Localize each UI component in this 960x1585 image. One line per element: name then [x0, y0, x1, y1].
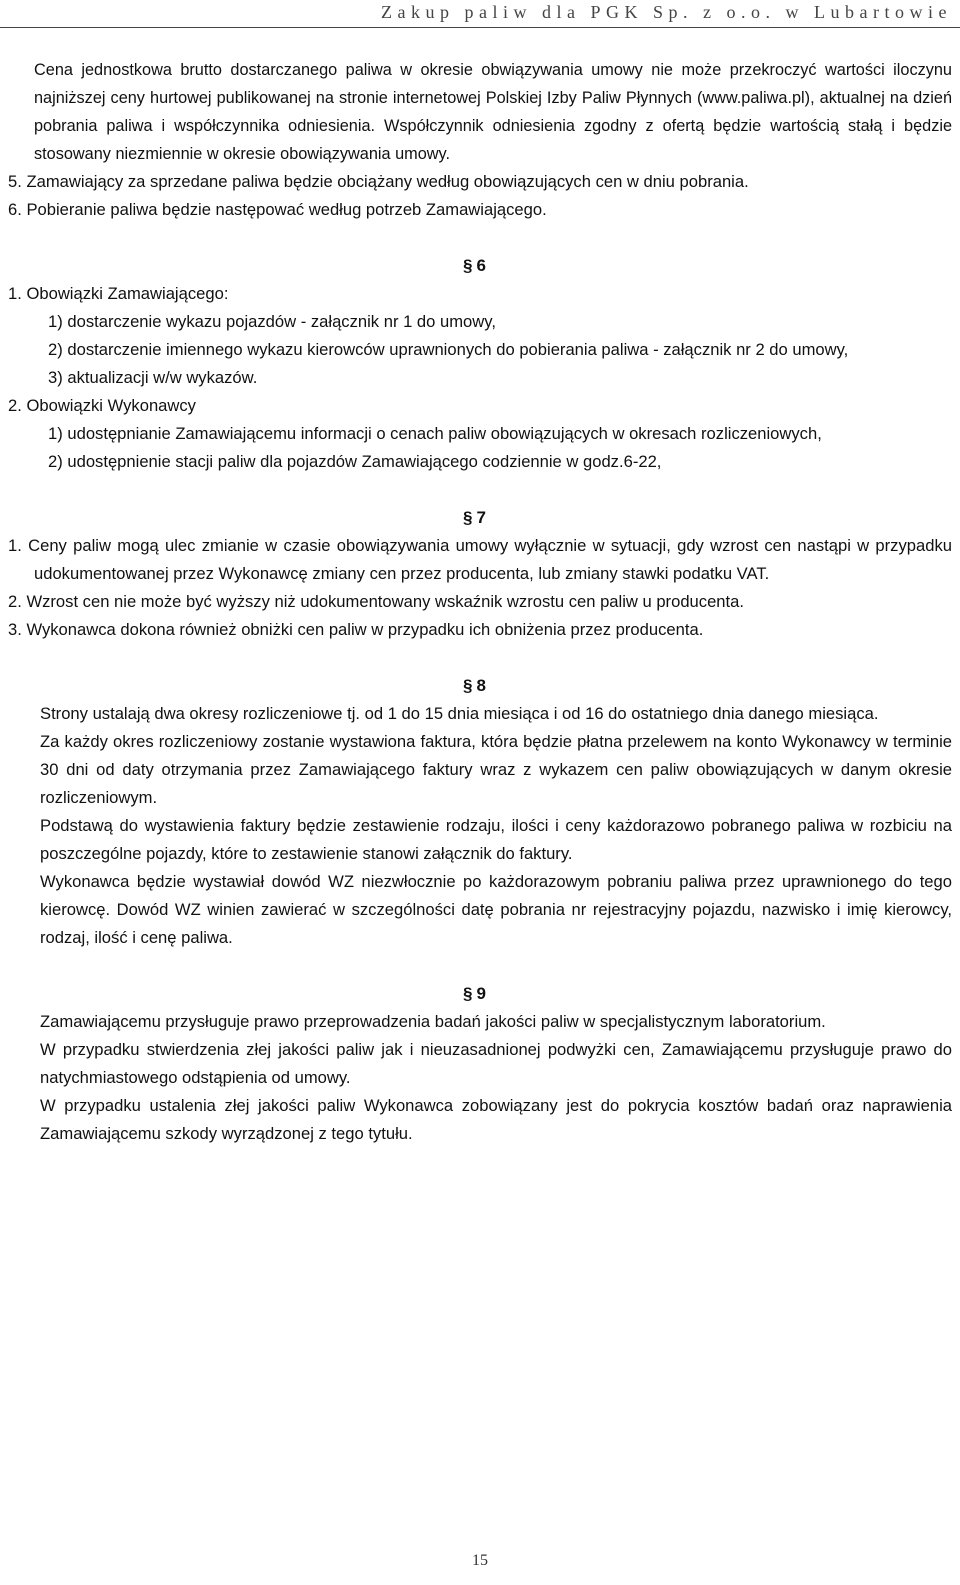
page-number: 15: [472, 1552, 488, 1569]
document-header: [0, 0, 960, 28]
section-heading-9: [8, 980, 952, 1008]
item-text: Podstawą do wystawienia faktury będzie zestawienie rodzaju, ilości i ceny każdorazowo pobranego paliwa w rozbiciu na poszczególne pojazdy, które to zestawienie stanowi załącznik do faktury.: [40, 816, 952, 863]
sec8-item-3: [8, 812, 952, 868]
item-number: [8, 1036, 40, 1064]
item-text: Zamawiającemu przysługuje prawo przeprowadzenia badań jakości paliw w specjalistycznym laboratorium.: [40, 1012, 826, 1031]
item-number: [8, 812, 40, 840]
item-text: Wykonawca będzie wystawiał dowód WZ niezwłocznie po każdorazowym pobraniu paliwa przez uprawnionego do tego kierowcę. Dowód WZ winien zawierać w szczególności datę pobrania nr rejestracyjny pojazdu, nazwisko i imię kierowcy, rodzaj, ilość i cenę paliwa.: [40, 872, 952, 947]
section-number: 6: [476, 256, 486, 275]
section-mark: §: [463, 508, 473, 527]
item-number: [8, 1008, 40, 1036]
item-text: W przypadku ustalenia złej jakości paliw Wykonawca zobowiązany jest do pokrycia kosztów badań oraz naprawienia Zamawiającemu szkody wyrządzonej z tego tytułu.: [40, 1096, 952, 1143]
sec5-item-6: 6. Pobieranie paliwa będzie następować według potrzeb Zamawiającego.: [8, 200, 547, 219]
item-number: [8, 700, 40, 728]
item-text-part2: , aktualnej na dzień pobrania paliwa i współczynnika odniesienia.: [34, 89, 952, 135]
item-text-part1: Cena jednostkowa brutto dostarczanego paliwa w okresie obwiązywania umowy nie może przekroczyć wartości iloczynu najniższej ceny hurtowej publikowanej na stronie internetowej Polskiej Izby Paliw Płynnych: [34, 61, 952, 107]
sec9-item-1: [8, 1008, 952, 1036]
section-mark: §: [463, 256, 473, 275]
sec6-item-1-sub-3: 3) aktualizacji w/w wykazów.: [48, 368, 258, 387]
section-mark: §: [463, 676, 473, 695]
sec5-item-5: 5. Zamawiający za sprzedane paliwa będzie obciążany według obowiązujących cen w dniu pobrania.: [8, 172, 749, 191]
sec6-item-1: 1. Obowiązki Zamawiającego:: [8, 284, 229, 303]
sec7-item-2: 2. Wzrost cen nie może być wyższy niż udokumentowany wskaźnik wzrostu cen paliw u producenta.: [8, 592, 744, 611]
sec8-item-4: [8, 868, 952, 952]
sec5-item-4: [8, 56, 952, 168]
section-number: 9: [476, 984, 486, 1003]
sec6-item-2: 2. Obowiązki Wykonawcy: [8, 396, 196, 415]
sec9-item-2: [8, 1036, 952, 1092]
item-text: W przypadku stwierdzenia złej jakości paliw jak i nieuzasadnionej podwyżki cen, Zamawiającemu przysługuje prawo do natychmiastowego odstąpienia od umowy.: [40, 1040, 952, 1087]
paliwa-link[interactable]: (www.paliwa.pl): [696, 89, 811, 107]
header-title: Zakup paliw dla PGK Sp. z o.o. w Lubartowie: [381, 2, 952, 22]
document-body: [8, 56, 952, 1148]
item-text-part3: Współczynnik odniesienia zgodny z ofertą będzie wartością stałą i będzie stosowany niezmiennie w okresie obowiązywania umowy.: [34, 117, 953, 163]
sec6-item-2-sub-1: 1) udostępnianie Zamawiającemu informacji o cenach paliw obowiązujących w okresach rozliczeniowych,: [48, 424, 822, 443]
sec6-item-1-sub-2: 2) dostarczenie imiennego wykazu kierowców uprawnionych do pobierania paliwa - załącznik nr 2 do umowy,: [48, 340, 849, 359]
section-number: 8: [476, 676, 486, 695]
section-heading-8: [8, 672, 952, 700]
sec9-item-3: [8, 1092, 952, 1148]
section-heading-6: [8, 252, 952, 280]
item-text: Strony ustalają dwa okresy rozliczeniowe tj. od 1 do 15 dnia miesiąca i od 16 do ostatniego dnia danego miesiąca.: [40, 704, 879, 723]
sec6-item-2-sub-2: 2) udostępnienie stacji paliw dla pojazdów Zamawiającego codziennie w godz.6-22,: [48, 452, 662, 471]
section-heading-7: [8, 504, 952, 532]
sec8-item-2: [8, 728, 952, 812]
item-text: Za każdy okres rozliczeniowy zostanie wystawiona faktura, która będzie płatna przelewem na konto Wykonawcy w terminie 30 dni od daty otrzymania przez Zamawiającego faktury wraz z wykazem cen paliw obowiązujących w danym okresie rozliczeniowym.: [40, 732, 952, 807]
section-mark: §: [463, 984, 473, 1003]
sec8-item-1: [8, 700, 952, 728]
sec6-item-1-sub-1: 1) dostarczenie wykazu pojazdów - załącznik nr 1 do umowy,: [48, 312, 496, 331]
section-number: 7: [476, 508, 486, 527]
item-number: [8, 1092, 40, 1120]
item-number: [8, 56, 34, 84]
sec7-item-3: 3. Wykonawca dokona również obniżki cen paliw w przypadku ich obniżenia przez producenta.: [8, 620, 704, 639]
item-number: [8, 868, 40, 896]
item-number: [8, 728, 40, 756]
sec7-item-1: 1. Ceny paliw mogą ulec zmianie w czasie obowiązywania umowy wyłącznie w sytuacji, gdy wzrost cen nastąpi w przypadku udokumentowanej przez Wykonawcę zmiany cen przez producenta, lub zmiany stawki podatku VAT.: [8, 536, 952, 583]
